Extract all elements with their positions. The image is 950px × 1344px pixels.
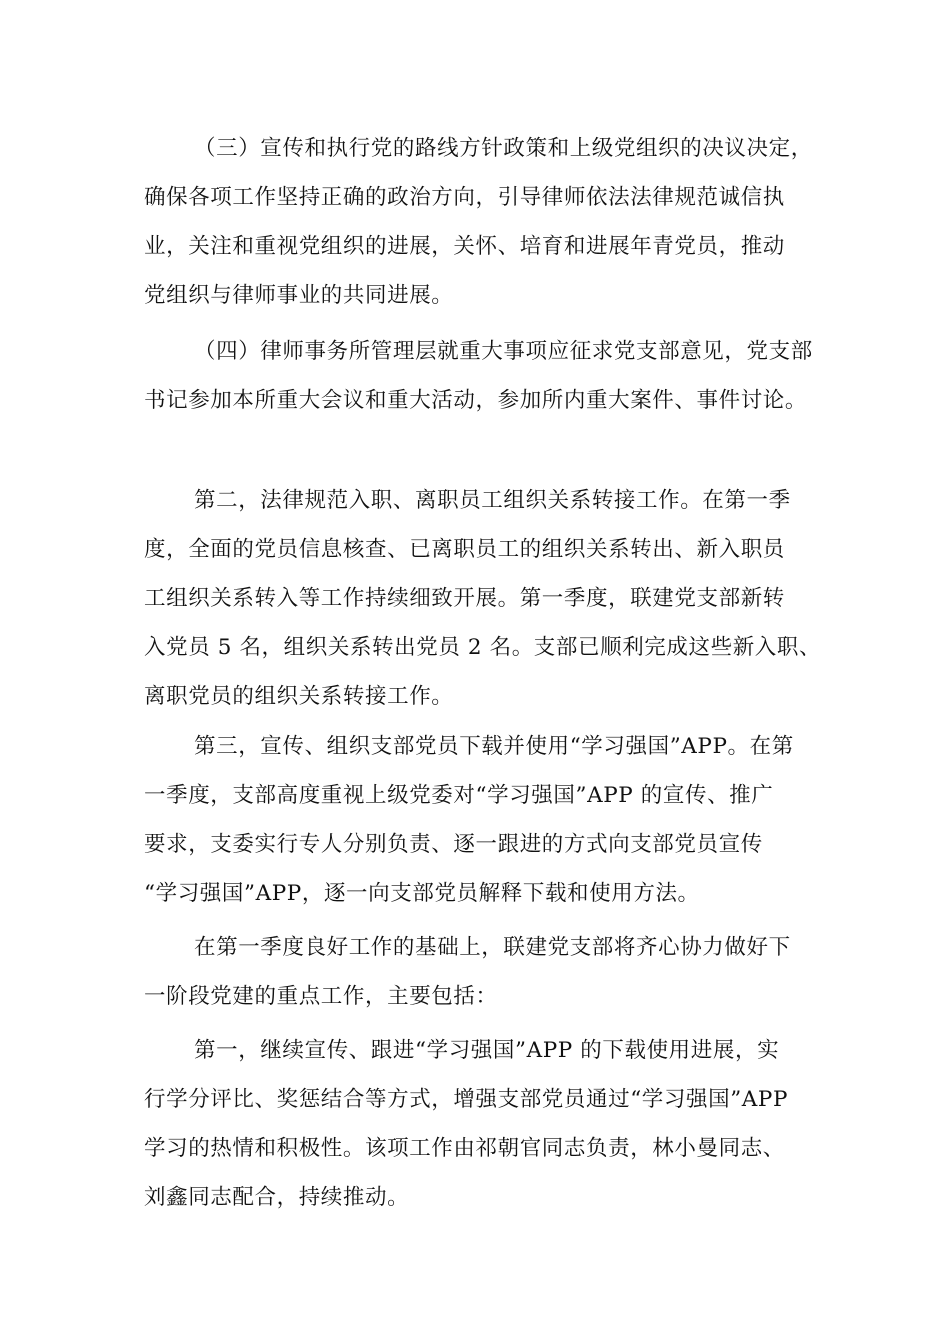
paragraph-line: 入党员 5 名，组织关系转出党员 2 名。支部已顺利完成这些新入职、 — [144, 635, 822, 660]
paragraph-line: 学习的热情和积极性。该项工作由祁朝官同志负责，林小曼同志、 — [144, 1136, 785, 1161]
paragraph-line: 刘鑫同志配合，持续推动。 — [144, 1185, 410, 1210]
paragraph-line: 确保各项工作坚持正确的政治方向，引导律师依法法律规范诚信执 — [144, 185, 785, 210]
paragraph-line: 一季度，支部高度重视上级党委对“学习强国”APP 的宣传、推广 — [144, 783, 774, 808]
paragraph-line: （三）宣传和执行党的路线方针政策和上级党组织的决议决定， — [194, 136, 813, 161]
paragraph-line: 要求，支委实行专人分别负责、逐一跟进的方式向支部党员宣传 — [144, 832, 763, 857]
paragraph-line: 离职党员的组织关系转接工作。 — [144, 684, 454, 709]
paragraph-line: （四）律师事务所管理层就重大事项应征求党支部意见，党支部 — [194, 339, 813, 364]
paragraph-line: 业，关注和重视党组织的进展，关怀、培育和进展年青党员，推动 — [144, 234, 785, 259]
paragraph-line: 一阶段党建的重点工作，主要包括： — [144, 984, 498, 1009]
paragraph-line: 第一，继续宣传、跟进“学习强国”APP 的下载使用进展，实 — [194, 1038, 780, 1063]
paragraph-line: 第三，宣传、组织支部党员下载并使用“学习强国”APP。在第 — [194, 734, 794, 759]
paragraph-line: 第二，法律规范入职、离职员工组织关系转接工作。在第一季 — [194, 488, 791, 513]
paragraph-line: 度，全面的党员信息核查、已离职员工的组织关系转出、新入职员 — [144, 537, 785, 562]
paragraph-line: 在第一季度良好工作的基础上，联建党支部将齐心协力做好下 — [194, 935, 791, 960]
paragraph-line: 工组织关系转入等工作持续细致开展。第一季度，联建党支部新转 — [144, 586, 785, 611]
paragraph-line: 党组织与律师事业的共同进展。 — [144, 283, 454, 308]
paragraph-line: 书记参加本所重大会议和重大活动，参加所内重大案件、事件讨论。 — [144, 388, 808, 413]
paragraph-line: 行学分评比、奖惩结合等方式，增强支部党员通过“学习强国”APP — [144, 1087, 789, 1112]
paragraph-line: “学习强国”APP，逐一向支部党员解释下载和使用方法。 — [144, 881, 700, 906]
